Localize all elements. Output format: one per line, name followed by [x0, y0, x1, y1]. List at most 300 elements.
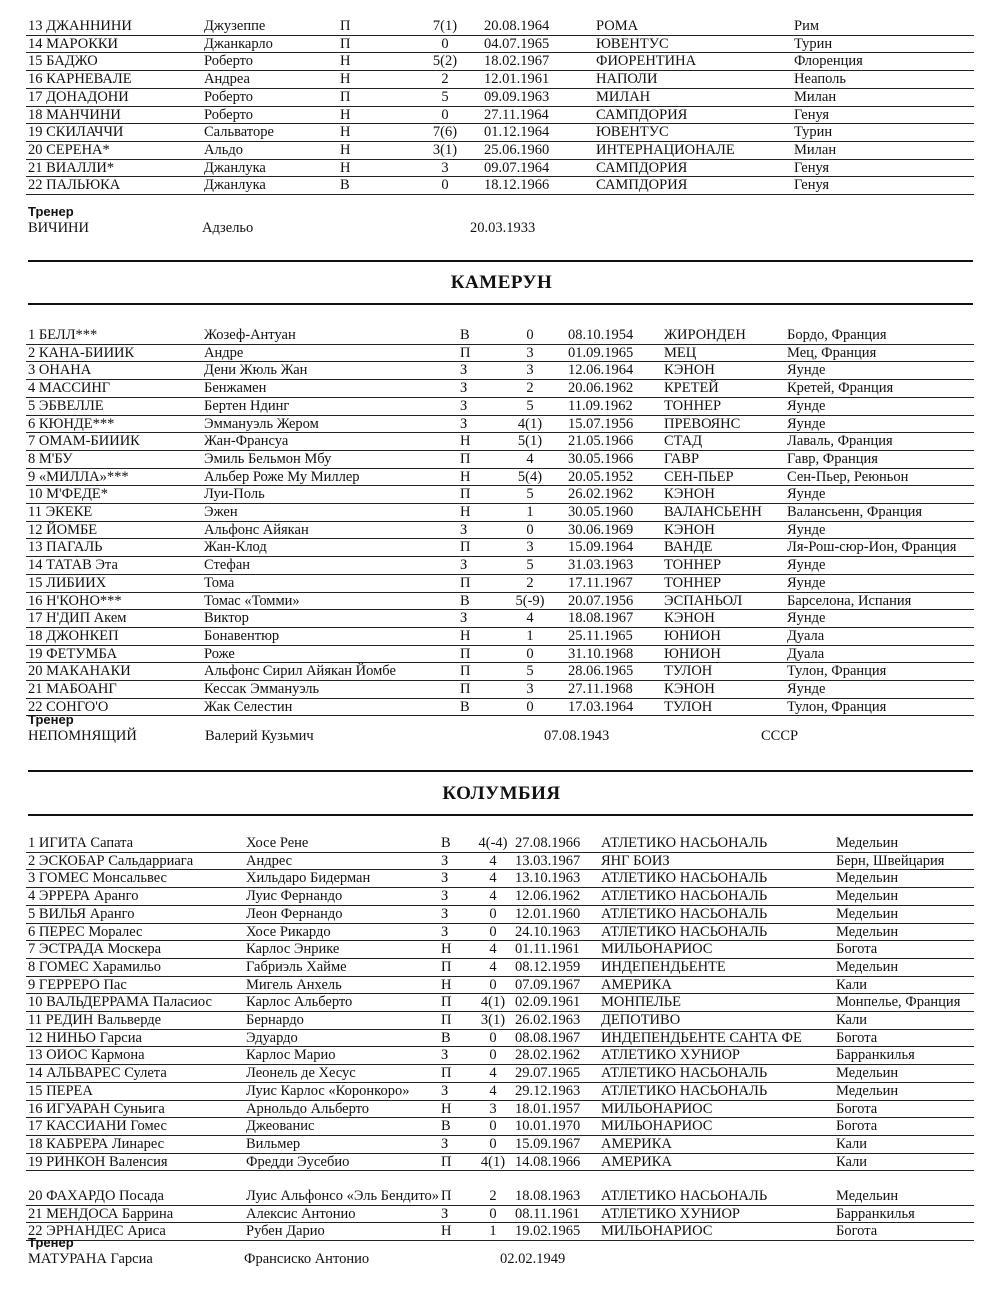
table-row	[26, 888, 974, 906]
player-club: ВАНДЕ	[662, 539, 785, 557]
player-city: Флоренция	[792, 53, 974, 71]
player-name: 16 КАРНЕВАЛЕ	[26, 71, 202, 89]
player-caps: 4	[473, 1082, 513, 1100]
player-dob: 31.03.1963	[566, 557, 662, 575]
player-position: П	[458, 681, 494, 699]
player-caps: 5	[494, 557, 566, 575]
player-dob: 01.09.1965	[566, 344, 662, 362]
player-caps: 0	[408, 35, 482, 53]
player-dob: 15.07.1956	[566, 415, 662, 433]
player-club: ТУЛОН	[662, 663, 785, 681]
player-dob: 10.01.1970	[513, 1118, 599, 1136]
player-dob: 29.12.1963	[513, 1082, 599, 1100]
player-dob: 19.02.1965	[513, 1223, 599, 1241]
player-caps: 7(1)	[408, 18, 482, 35]
player-firstname: Андрес	[244, 852, 439, 870]
player-club: АТЛЕТИКО НАСЬОНАЛЬ	[599, 1065, 834, 1083]
table-row	[26, 177, 974, 195]
section-divider	[28, 303, 973, 305]
player-position: З	[439, 852, 473, 870]
player-city: Генуя	[792, 177, 974, 195]
coach-name: Франсиско Антонио	[244, 1251, 370, 1267]
player-firstname: Эжен	[202, 504, 458, 522]
player-position: В	[458, 592, 494, 610]
player-dob: 25.11.1965	[566, 627, 662, 645]
player-club: САМПДОРИЯ	[594, 177, 792, 195]
player-city: Гавр, Франция	[785, 450, 974, 468]
player-position: П	[439, 1012, 473, 1030]
table-row	[26, 124, 974, 142]
player-caps: 0	[473, 1135, 513, 1153]
player-firstname: Джанкарло	[202, 35, 338, 53]
player-dob: 21.05.1966	[566, 433, 662, 451]
player-position: П	[439, 1065, 473, 1083]
player-dob: 18.08.1963	[513, 1171, 599, 1205]
player-club: АТЛЕТИКО ХУНИОР	[599, 1047, 834, 1065]
player-caps: 4	[494, 610, 566, 628]
player-city: Генуя	[792, 159, 974, 177]
player-firstname: Габриэль Хайме	[244, 958, 439, 976]
player-name: 5 ВИЛЬЯ Аранго	[26, 905, 244, 923]
player-caps: 0	[473, 1047, 513, 1065]
player-position: Н	[439, 976, 473, 994]
player-dob: 07.09.1967	[513, 976, 599, 994]
player-firstname: Стефан	[202, 557, 458, 575]
section-title-colombia: КОЛУМБИЯ	[442, 783, 561, 804]
player-position: З	[439, 888, 473, 906]
player-firstname: Джанлука	[202, 177, 338, 195]
player-city: Богота	[834, 1223, 974, 1241]
player-club: ТУЛОН	[662, 698, 785, 716]
player-club: КЭНОН	[662, 681, 785, 699]
player-dob: 20.08.1964	[482, 18, 594, 35]
player-city: Медельин	[834, 1065, 974, 1083]
player-firstname: Роже	[202, 645, 458, 663]
table-row	[26, 1012, 974, 1030]
player-firstname: Роберто	[202, 88, 338, 106]
player-position: З	[458, 415, 494, 433]
player-position: В	[439, 1029, 473, 1047]
table-row	[26, 852, 974, 870]
player-name: 17 КАССИАНИ Гомес	[26, 1118, 244, 1136]
player-city: Яунде	[785, 486, 974, 504]
table-row	[26, 663, 974, 681]
table-row	[26, 1100, 974, 1118]
table-row	[26, 397, 974, 415]
player-firstname: Вильмер	[244, 1135, 439, 1153]
table-row	[26, 1205, 974, 1223]
player-name: 7 ОМАМ-БИИИК	[26, 433, 202, 451]
player-position: П	[338, 88, 408, 106]
table-row	[26, 627, 974, 645]
player-position: В	[439, 835, 473, 852]
player-position: П	[338, 35, 408, 53]
player-position: З	[458, 362, 494, 380]
player-name: 18 КАБРЕРА Линарес	[26, 1135, 244, 1153]
player-club: МИЛЬОНАРИОС	[599, 1100, 834, 1118]
player-city: Сен-Пьер, Реюньон	[785, 468, 974, 486]
table-row	[26, 486, 974, 504]
player-caps: 4	[473, 888, 513, 906]
player-city: Неаполь	[792, 71, 974, 89]
player-club: АТЛЕТИКО НАСЬОНАЛЬ	[599, 870, 834, 888]
player-caps: 3	[473, 1100, 513, 1118]
player-firstname: Джеованис	[244, 1118, 439, 1136]
player-name: 15 ПЕРЕА	[26, 1082, 244, 1100]
player-position: Н	[439, 1223, 473, 1241]
italy-squad-table	[26, 18, 974, 195]
player-caps: 0	[473, 1118, 513, 1136]
player-position: З	[458, 397, 494, 415]
player-club: АТЛЕТИКО НАСЬОНАЛЬ	[599, 905, 834, 923]
table-row	[26, 645, 974, 663]
player-firstname: Альфонс Айякан	[202, 521, 458, 539]
player-city: Тулон, Франция	[785, 698, 974, 716]
table-row	[26, 870, 974, 888]
player-firstname: Луис Альфонсо «Эль Бендито»	[244, 1171, 439, 1205]
player-firstname: Эммануэль Жером	[202, 415, 458, 433]
player-dob: 20.07.1956	[566, 592, 662, 610]
player-position: В	[458, 327, 494, 344]
player-dob: 25.06.1960	[482, 141, 594, 159]
player-club: САМПДОРИЯ	[594, 159, 792, 177]
player-city: Богота	[834, 1029, 974, 1047]
table-row	[26, 923, 974, 941]
player-city: Кали	[834, 1135, 974, 1153]
player-city: Рим	[792, 18, 974, 35]
player-club: КЭНОН	[662, 362, 785, 380]
player-firstname: Эдуардо	[244, 1029, 439, 1047]
player-club: АТЛЕТИКО НАСЬОНАЛЬ	[599, 1082, 834, 1100]
player-dob: 30.05.1966	[566, 450, 662, 468]
player-firstname: Мигель Анхель	[244, 976, 439, 994]
player-caps: 3	[494, 681, 566, 699]
player-city: Яунде	[785, 397, 974, 415]
player-dob: 27.08.1966	[513, 835, 599, 852]
table-row	[26, 1153, 974, 1171]
player-caps: 4(1)	[473, 994, 513, 1012]
player-position: З	[458, 610, 494, 628]
player-position: Н	[458, 627, 494, 645]
player-firstname: Виктор	[202, 610, 458, 628]
player-dob: 20.05.1952	[566, 468, 662, 486]
player-caps: 0	[408, 106, 482, 124]
table-row	[26, 1171, 974, 1205]
table-row	[26, 1118, 974, 1136]
player-caps: 0	[494, 698, 566, 716]
player-dob: 13.03.1967	[513, 852, 599, 870]
coach-label: Тренер	[28, 712, 74, 727]
player-city: Барселона, Испания	[785, 592, 974, 610]
player-caps: 0	[473, 923, 513, 941]
player-club: АТЛЕТИКО НАСЬОНАЛЬ	[599, 923, 834, 941]
player-caps: 7(6)	[408, 124, 482, 142]
player-club: ПРЕВОЯНС	[662, 415, 785, 433]
player-caps: 4(-4)	[473, 835, 513, 852]
table-row	[26, 88, 974, 106]
player-club: ЮНИОН	[662, 627, 785, 645]
table-row	[26, 71, 974, 89]
table-row	[26, 362, 974, 380]
player-caps: 2	[473, 1171, 513, 1205]
player-city: Медельин	[834, 835, 974, 852]
player-firstname: Леонель де Хесус	[244, 1065, 439, 1083]
player-name: 2 ЭСКОБАР Сальдарриага	[26, 852, 244, 870]
player-firstname: Бенжамен	[202, 380, 458, 398]
player-city: Турин	[792, 35, 974, 53]
player-name: 3 ГОМЕС Монсальвес	[26, 870, 244, 888]
player-position: Н	[338, 159, 408, 177]
player-firstname: Альдо	[202, 141, 338, 159]
player-club: ВАЛАНСЬЕНН	[662, 504, 785, 522]
player-caps: 3	[408, 159, 482, 177]
player-firstname: Роберто	[202, 106, 338, 124]
player-name: 20 ФАХАРДО Посада	[26, 1171, 244, 1205]
player-city: Тулон, Франция	[785, 663, 974, 681]
player-city: Яунде	[785, 681, 974, 699]
coach-dob: 07.08.1943	[544, 728, 610, 744]
player-firstname: Сальваторе	[202, 124, 338, 142]
player-name: 4 ЭРРЕРА Аранго	[26, 888, 244, 906]
player-name: 10 М'ФЕДЕ*	[26, 486, 202, 504]
player-firstname: Дени Жюль Жан	[202, 362, 458, 380]
player-firstname: Тома	[202, 574, 458, 592]
player-dob: 31.10.1968	[566, 645, 662, 663]
player-city: Барранкилья	[834, 1205, 974, 1223]
player-name: 13 ПАГАЛЬ	[26, 539, 202, 557]
player-club: САМПДОРИЯ	[594, 106, 792, 124]
player-name: 22 ПАЛЬЮКА	[26, 177, 202, 195]
player-caps: 0	[408, 177, 482, 195]
player-club: НАПОЛИ	[594, 71, 792, 89]
player-firstname: Жан-Франсуа	[202, 433, 458, 451]
player-city: Богота	[834, 941, 974, 959]
player-name: 13 ДЖАННИНИ	[26, 18, 202, 35]
player-caps: 3(1)	[408, 141, 482, 159]
player-position: З	[439, 1205, 473, 1223]
table-row	[26, 976, 974, 994]
player-position: Н	[439, 1100, 473, 1118]
player-city: Яунде	[785, 574, 974, 592]
player-club: АМЕРИКА	[599, 976, 834, 994]
player-city: Медельин	[834, 923, 974, 941]
table-row	[26, 53, 974, 71]
player-dob: 27.11.1968	[566, 681, 662, 699]
coach-name: Адзельо	[202, 220, 254, 236]
player-dob: 04.07.1965	[482, 35, 594, 53]
player-dob: 30.05.1960	[566, 504, 662, 522]
player-firstname: Жозеф-Антуан	[202, 327, 458, 344]
table-row	[26, 504, 974, 522]
table-row	[26, 415, 974, 433]
table-row	[26, 468, 974, 486]
table-row	[26, 450, 974, 468]
player-name: 19 ФЕТУМБА	[26, 645, 202, 663]
player-position: В	[439, 1118, 473, 1136]
player-dob: 12.06.1964	[566, 362, 662, 380]
player-name: 8 ГОМЕС Харамильо	[26, 958, 244, 976]
player-firstname: Леон Фернандо	[244, 905, 439, 923]
player-dob: 02.09.1961	[513, 994, 599, 1012]
player-firstname: Бертен Ндинг	[202, 397, 458, 415]
player-name: 12 НИНЬО Гарсиа	[26, 1029, 244, 1047]
player-position: П	[458, 539, 494, 557]
player-city: Кретей, Франция	[785, 380, 974, 398]
player-position: В	[338, 177, 408, 195]
player-name: 18 ДЖОНКЕП	[26, 627, 202, 645]
player-club: ЯНГ БОИЗ	[599, 852, 834, 870]
player-dob: 08.11.1961	[513, 1205, 599, 1223]
player-dob: 09.09.1963	[482, 88, 594, 106]
player-caps: 5(2)	[408, 53, 482, 71]
player-club: МОНПЕЛЬЕ	[599, 994, 834, 1012]
player-caps: 4	[473, 852, 513, 870]
player-caps: 4	[473, 941, 513, 959]
player-firstname: Карлос Альберто	[244, 994, 439, 1012]
player-caps: 5	[408, 88, 482, 106]
player-caps: 0	[473, 976, 513, 994]
table-row	[26, 1047, 974, 1065]
player-name: 10 ВАЛЬДЕРРАМА Паласиос	[26, 994, 244, 1012]
player-position: П	[439, 1171, 473, 1205]
player-dob: 08.12.1959	[513, 958, 599, 976]
table-row	[26, 1082, 974, 1100]
player-club: ТОННЕР	[662, 557, 785, 575]
player-club: АМЕРИКА	[599, 1135, 834, 1153]
player-name: 16 ИГУАРАН Суньига	[26, 1100, 244, 1118]
coach-label: Тренер	[28, 1235, 74, 1250]
player-city: Милан	[792, 88, 974, 106]
table-row	[26, 592, 974, 610]
player-caps: 4(1)	[473, 1153, 513, 1171]
player-city: Кали	[834, 1012, 974, 1030]
player-club: АТЛЕТИКО ХУНИОР	[599, 1205, 834, 1223]
player-name: 6 ПЕРЕС Моралес	[26, 923, 244, 941]
player-position: З	[439, 905, 473, 923]
table-row	[26, 380, 974, 398]
player-city: Медельин	[834, 1082, 974, 1100]
player-club: КЭНОН	[662, 610, 785, 628]
coach-surname: НЕПОМНЯЩИЙ	[28, 728, 137, 744]
player-club: ИНТЕРНАЦИОНАЛЕ	[594, 141, 792, 159]
player-dob: 15.09.1967	[513, 1135, 599, 1153]
player-caps: 3	[494, 539, 566, 557]
player-caps: 0	[494, 327, 566, 344]
table-row	[26, 610, 974, 628]
player-position: Н	[338, 141, 408, 159]
cameroon-coach-block	[28, 711, 988, 745]
player-position: Н	[458, 433, 494, 451]
player-club: ЮВЕНТУС	[594, 35, 792, 53]
player-city: Яунде	[785, 521, 974, 539]
player-dob: 17.11.1967	[566, 574, 662, 592]
italy-coach-block	[28, 203, 988, 237]
player-position: Н	[458, 504, 494, 522]
player-name: 13 ОИОС Кармона	[26, 1047, 244, 1065]
player-name: 19 СКИЛАЧЧИ	[26, 124, 202, 142]
coach-surname: ВИЧИНИ	[28, 220, 89, 236]
table-row	[26, 35, 974, 53]
player-name: 17 ДОНАДОНИ	[26, 88, 202, 106]
player-position: Н	[338, 53, 408, 71]
player-city: Медельин	[834, 905, 974, 923]
player-dob: 24.10.1963	[513, 923, 599, 941]
table-row	[26, 539, 974, 557]
player-name: 22 СОНГО'О	[26, 698, 202, 716]
player-position: З	[439, 923, 473, 941]
player-club: КЭНОН	[662, 521, 785, 539]
player-dob: 26.02.1962	[566, 486, 662, 504]
player-name: 14 МАРОККИ	[26, 35, 202, 53]
player-firstname: Альбер Роже Му Миллер	[202, 468, 458, 486]
player-position: П	[338, 18, 408, 35]
player-firstname: Джузеппе	[202, 18, 338, 35]
player-club: КРЕТЕЙ	[662, 380, 785, 398]
player-name: 11 ЭКЕКЕ	[26, 504, 202, 522]
player-dob: 08.08.1967	[513, 1029, 599, 1047]
player-name: 9 ГЕРРЕРО Пас	[26, 976, 244, 994]
player-position: П	[439, 994, 473, 1012]
player-firstname: Жан-Клод	[202, 539, 458, 557]
player-dob: 13.10.1963	[513, 870, 599, 888]
player-city: Монпелье, Франция	[834, 994, 974, 1012]
table-row	[26, 958, 974, 976]
table-row	[26, 159, 974, 177]
player-club: РОМА	[594, 18, 792, 35]
player-city: Медельин	[834, 1171, 974, 1205]
player-city: Турин	[792, 124, 974, 142]
table-row	[26, 327, 974, 344]
player-dob: 27.11.1964	[482, 106, 594, 124]
player-club: МИЛЬОНАРИОС	[599, 941, 834, 959]
player-position: П	[458, 663, 494, 681]
table-row	[26, 433, 974, 451]
player-firstname: Карлос Марио	[244, 1047, 439, 1065]
player-caps: 4(1)	[494, 415, 566, 433]
table-row	[26, 18, 974, 35]
player-name: 1 БЕЛЛ***	[26, 327, 202, 344]
player-dob: 17.03.1964	[566, 698, 662, 716]
player-dob: 20.06.1962	[566, 380, 662, 398]
section-title-cameroon: КАМЕРУН	[450, 272, 553, 293]
player-caps: 0	[473, 1205, 513, 1223]
table-row	[26, 106, 974, 124]
player-club: АТЛЕТИКО НАСЬОНАЛЬ	[599, 1171, 834, 1205]
player-dob: 01.11.1961	[513, 941, 599, 959]
player-firstname: Арнольдо Альберто	[244, 1100, 439, 1118]
player-dob: 18.01.1957	[513, 1100, 599, 1118]
table-row	[26, 521, 974, 539]
player-firstname: Луи-Поль	[202, 486, 458, 504]
player-city: Дуала	[785, 627, 974, 645]
player-caps: 0	[494, 521, 566, 539]
player-position: П	[439, 958, 473, 976]
table-row	[26, 941, 974, 959]
colombia-coach-block	[28, 1234, 988, 1268]
player-name: 21 МЕНДОСА Баррина	[26, 1205, 244, 1223]
player-club: ДЕПОТИВО	[599, 1012, 834, 1030]
player-city: Бордо, Франция	[785, 327, 974, 344]
player-dob: 01.12.1964	[482, 124, 594, 142]
player-caps: 5	[494, 663, 566, 681]
player-dob: 14.08.1966	[513, 1153, 599, 1171]
player-firstname: Кессак Эммануэль	[202, 681, 458, 699]
player-position: Н	[458, 468, 494, 486]
table-row	[26, 557, 974, 575]
section-divider	[28, 770, 973, 772]
player-name: 14 АЛЬВАРЕС Сулета	[26, 1065, 244, 1083]
player-firstname: Альфонс Сирил Айякан Йомбе	[202, 663, 458, 681]
